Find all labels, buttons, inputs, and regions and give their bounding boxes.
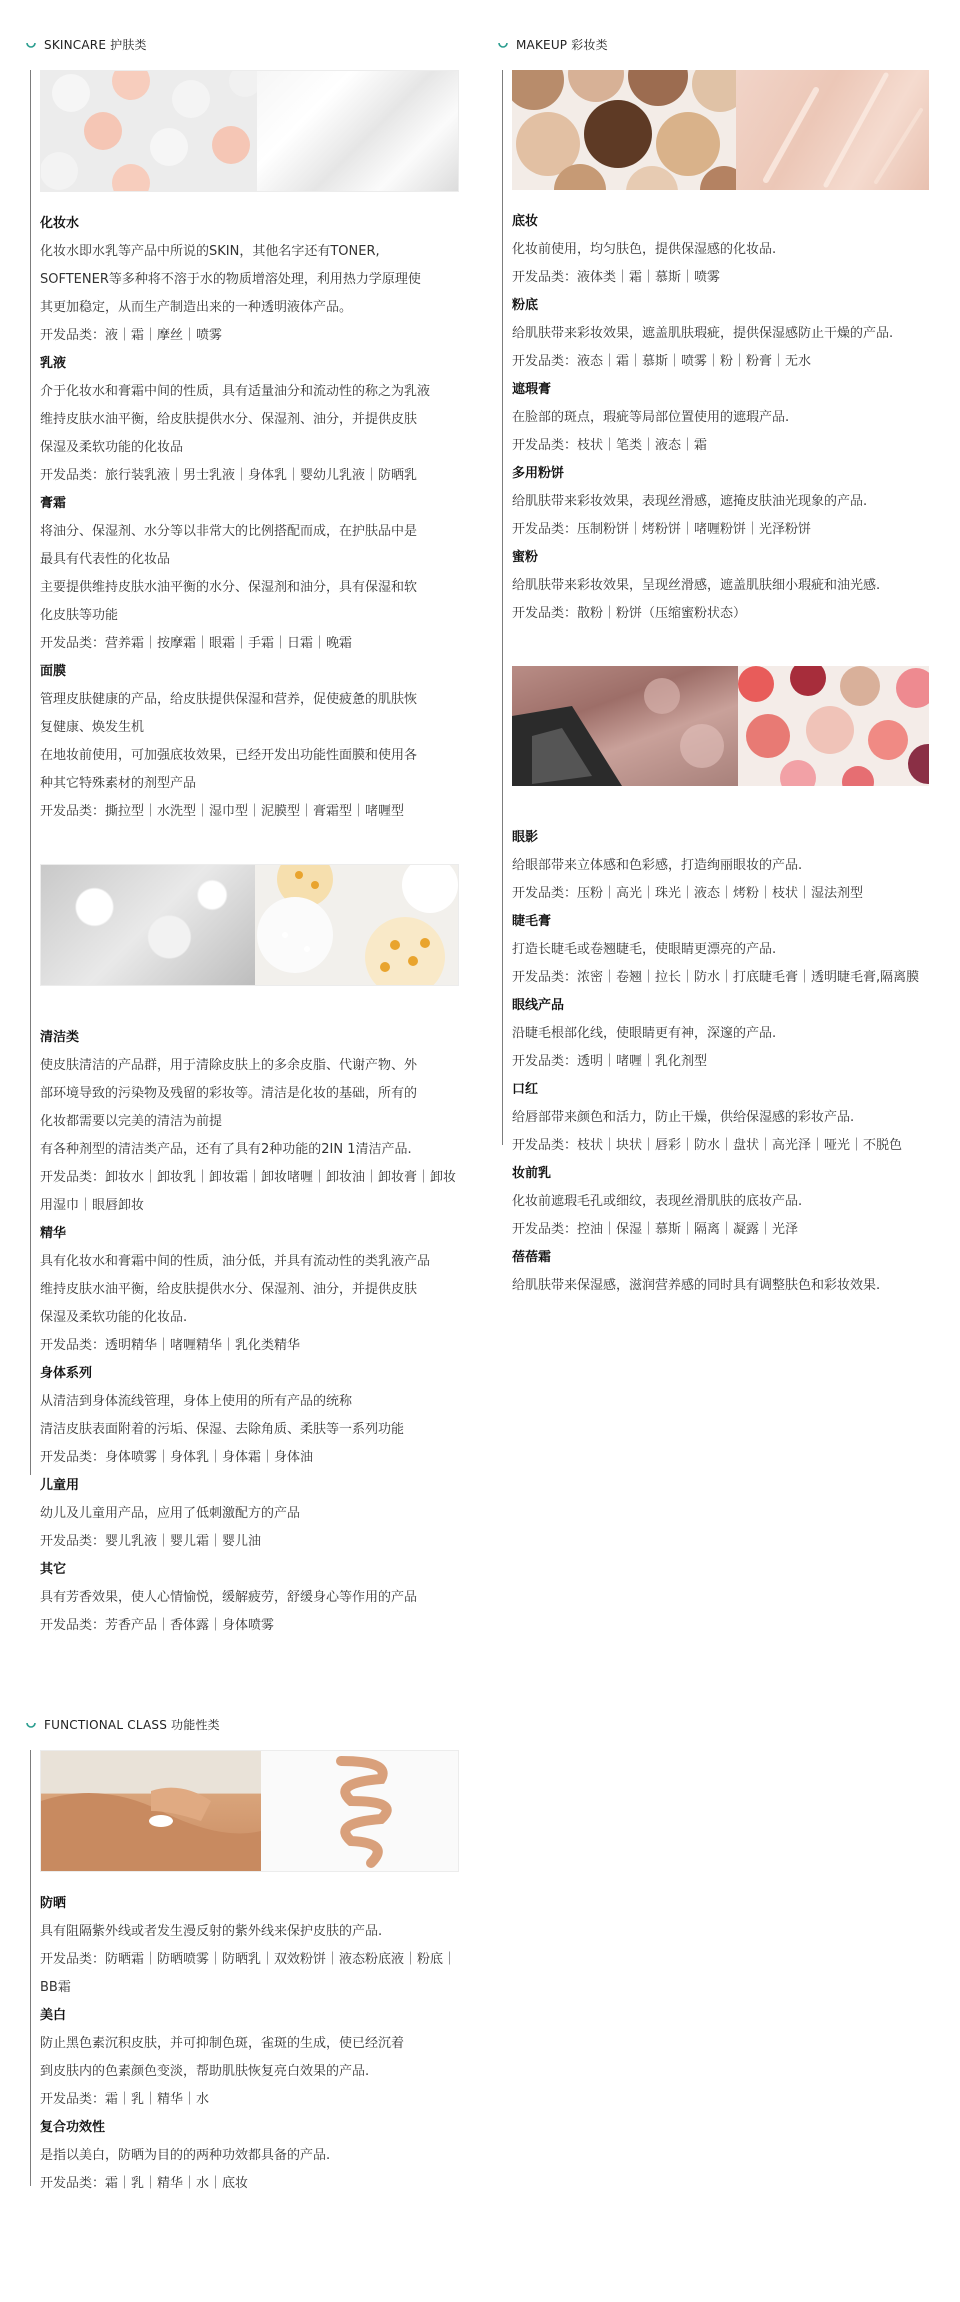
product-description-line: 防止黑色素沉积皮肤，并可抑制色斑，雀斑的生成，使已经沉着 <box>40 2036 405 2051</box>
product-description-line: 给眼部带来立体感和色彩感，打造绚丽眼妆的产品. <box>512 858 803 873</box>
product-description-line: 给肌肤带来彩妆效果，遮盖肌肤瑕疵，提供保湿感防止干燥的产品. <box>512 326 894 341</box>
skincare-photo-gel-capsules <box>40 864 459 986</box>
makeup-products-2 <box>512 824 934 1300</box>
product-description-line: 到皮肤内的色素颜色变淡，帮助肌肤恢复亮白效果的产品. <box>40 2064 370 2079</box>
skincare-section <box>26 34 456 1640</box>
product-name: 妆前乳 <box>512 1166 552 1181</box>
makeup-photo-eyeshadow-blush <box>512 666 929 786</box>
product-name: 睫毛膏 <box>512 914 552 929</box>
makeup-products-1 <box>512 208 934 628</box>
product-item <box>512 992 934 1076</box>
product-description-line: 在脸部的斑点，瑕疵等局部位置使用的遮瑕产品. <box>512 410 790 425</box>
product-item <box>40 1360 456 1472</box>
product-categories: 开发品类：液体类｜霜｜慕斯｜喷雾 <box>512 270 721 285</box>
product-item <box>40 1556 456 1640</box>
product-item <box>40 350 456 490</box>
functional-photo-sunscreen <box>40 1750 459 1872</box>
product-description-line: 化妆前遮瑕毛孔或细纹，表现丝滑肌肤的底妆产品. <box>512 1194 803 1209</box>
product-description-line: SOFTENER等多种将不溶于水的物质增溶处理，利用热力学原理使 <box>40 272 421 287</box>
product-categories: 开发品类：霜｜乳｜精华｜水｜底妆 <box>40 2176 249 2191</box>
circle-bullet-icon <box>26 1719 36 1729</box>
product-description-line: 化皮肤等功能 <box>40 608 119 623</box>
product-name: 多用粉饼 <box>512 466 565 481</box>
functional-section <box>26 1714 456 2198</box>
product-item <box>40 1472 456 1556</box>
product-item <box>512 824 934 908</box>
product-name: 眼线产品 <box>512 998 565 1013</box>
product-name: 蓓蓓霜 <box>512 1250 552 1265</box>
makeup-rule <box>502 70 503 1145</box>
product-description-line: 给肌肤带来彩妆效果，表现丝滑感，遮掩皮肤油光现象的产品. <box>512 494 868 509</box>
product-categories: 开发品类：压制粉饼｜烤粉饼｜啫喱粉饼｜光泽粉饼 <box>512 522 812 537</box>
product-name: 其它 <box>40 1562 67 1577</box>
makeup-photo-powder <box>512 70 929 190</box>
product-description-line: 种其它特殊素材的剂型产品 <box>40 776 197 791</box>
product-item <box>512 544 934 628</box>
product-description-line: 化妆水即水乳等产品中所说的SKIN，其他名字还有TONER, <box>40 244 380 259</box>
product-item <box>40 1024 456 1220</box>
product-description-line: 保湿及柔软功能的化妆品. <box>40 1310 188 1325</box>
product-name: 美白 <box>40 2008 67 2023</box>
product-categories: 开发品类：霜｜乳｜精华｜水 <box>40 2092 210 2107</box>
product-item <box>512 208 934 292</box>
product-categories: 开发品类：婴儿乳液｜婴儿霜｜婴儿油 <box>40 1534 262 1549</box>
product-name: 精华 <box>40 1226 67 1241</box>
skincare-title: SKINCARE 护肤类 <box>44 37 147 52</box>
product-description-line: 具有芳香效果，使人心情愉悦，缓解疲劳，舒缓身心等作用的产品 <box>40 1590 418 1605</box>
circle-bullet-icon <box>26 39 36 49</box>
product-item <box>512 1244 934 1300</box>
product-name: 口红 <box>512 1082 539 1097</box>
functional-header <box>26 1714 456 1734</box>
functional-title: FUNCTIONAL CLASS 功能性类 <box>44 1717 220 1732</box>
product-categories: 开发品类：透明精华｜啫喱精华｜乳化类精华 <box>40 1338 301 1353</box>
skincare-products-1 <box>40 210 456 826</box>
product-name: 复合功效性 <box>40 2120 106 2135</box>
product-categories: 开发品类：卸妆水｜卸妆乳｜卸妆霜｜卸妆啫喱｜卸妆油｜卸妆膏｜卸妆用湿巾｜眼唇卸妆 <box>40 1170 457 1213</box>
product-description-line: 使皮肤清洁的产品群，用于清除皮肤上的多余皮脂、代谢产物、外 <box>40 1058 418 1073</box>
product-item <box>40 2002 456 2114</box>
product-description-line: 打造长睫毛或卷翘睫毛，使眼睛更漂亮的产品. <box>512 942 777 957</box>
product-item <box>512 908 934 992</box>
product-description-line: 有各种剂型的清洁类产品，还有了具有2种功能的2IN 1清洁产品. <box>40 1142 412 1157</box>
product-name: 化妆水 <box>40 216 80 231</box>
product-description-line: 清洁皮肤表面附着的污垢、保湿、去除角质、柔肤等一系列功能 <box>40 1422 405 1437</box>
functional-body <box>26 1750 456 2198</box>
product-description-line: 复健康、焕发生机 <box>40 720 145 735</box>
circle-bullet-icon <box>498 39 508 49</box>
product-description-line: 在地妆前使用，可加强底妆效果，已经开发出功能性面膜和使用各 <box>40 748 418 763</box>
makeup-section <box>498 34 934 1300</box>
product-categories: 开发品类：液态｜霜｜慕斯｜喷雾｜粉｜粉膏｜无水 <box>512 354 812 369</box>
product-categories: 开发品类：防晒霜｜防晒喷雾｜防晒乳｜双效粉饼｜液态粉底液｜粉底｜BB霜 <box>40 1952 457 1995</box>
product-categories: 开发品类：撕拉型｜水洗型｜湿巾型｜泥膜型｜膏霜型｜啫喱型 <box>40 804 405 819</box>
product-description-line: 将油分、保湿剂、水分等以非常大的比例搭配而成，在护肤品中是 <box>40 524 418 539</box>
product-description-line: 具有化妆水和膏霜中间的性质，油分低，并具有流动性的类乳液产品 <box>40 1254 431 1269</box>
makeup-body <box>498 70 934 1300</box>
product-description-line: 介于化妆水和膏霜中间的性质，具有适量油分和流动性的称之为乳液 <box>40 384 431 399</box>
product-categories: 开发品类：芳香产品｜香体露｜身体喷雾 <box>40 1618 275 1633</box>
skincare-header <box>26 34 456 54</box>
functional-rule <box>30 1750 31 2186</box>
product-name: 清洁类 <box>40 1030 80 1045</box>
makeup-header <box>498 34 934 54</box>
product-description-line: 保湿及柔软功能的化妆品 <box>40 440 184 455</box>
product-description-line: 化妆前使用，均匀肤色，提供保湿感的化妆品. <box>512 242 777 257</box>
product-description-line: 幼儿及儿童用产品，应用了低刺激配方的产品 <box>40 1506 301 1521</box>
product-description-line: 化妆都需要以完美的清洁为前提 <box>40 1114 223 1129</box>
product-description-line: 是指以美白，防晒为目的的两种功效都具备的产品. <box>40 2148 331 2163</box>
product-categories: 开发品类：透明｜啫喱｜乳化剂型 <box>512 1054 708 1069</box>
product-description-line: 从清洁到身体流线管理，身体上使用的所有产品的统称 <box>40 1394 353 1409</box>
product-description-line: 具有阻隔紫外线或者发生漫反射的紫外线来保护皮肤的产品. <box>40 1924 383 1939</box>
skincare-products-2 <box>40 1024 456 1640</box>
product-description-line: 给肌肤带来保湿感，滋润营养感的同时具有调整肤色和彩妆效果. <box>512 1278 881 1293</box>
product-name: 乳液 <box>40 356 67 371</box>
product-description-line: 管理皮肤健康的产品，给皮肤提供保湿和营养，促使疲惫的肌肤恢 <box>40 692 418 707</box>
product-description-line: 主要提供维持皮肤水油平衡的水分、保湿剂和油分，具有保湿和软 <box>40 580 418 595</box>
skincare-photo-masks-cream <box>40 70 459 192</box>
product-item <box>40 1890 456 2002</box>
product-name: 眼影 <box>512 830 539 845</box>
product-item <box>512 460 934 544</box>
product-item <box>40 490 456 658</box>
product-description-line: 部环境导致的污染物及残留的彩妆等。清洁是化妆的基础，所有的 <box>40 1086 418 1101</box>
product-name: 底妆 <box>512 214 539 229</box>
product-item <box>40 2114 456 2198</box>
product-categories: 开发品类：营养霜｜按摩霜｜眼霜｜手霜｜日霜｜晚霜 <box>40 636 353 651</box>
product-item <box>40 210 456 350</box>
product-categories: 开发品类：身体喷雾｜身体乳｜身体霜｜身体油 <box>40 1450 314 1465</box>
product-categories: 开发品类：散粉｜粉饼（压缩蜜粉状态） <box>512 606 747 621</box>
product-name: 防晒 <box>40 1896 67 1911</box>
product-description-line: 沿睫毛根部化线，使眼睛更有神，深邃的产品. <box>512 1026 777 1041</box>
product-categories: 开发品类：浓密｜卷翘｜拉长｜防水｜打底睫毛膏｜透明睫毛膏,隔离膜 <box>512 970 920 985</box>
product-description-line: 维持皮肤水油平衡，给皮肤提供水分、保湿剂、油分，并提供皮肤 <box>40 412 418 427</box>
product-item <box>512 1160 934 1244</box>
product-categories: 开发品类：枝状｜笔类｜液态｜霜 <box>512 438 708 453</box>
product-categories: 开发品类：枝状｜块状｜唇彩｜防水｜盘状｜高光泽｜哑光｜不脱色 <box>512 1138 903 1153</box>
product-name: 蜜粉 <box>512 550 539 565</box>
product-name: 身体系列 <box>40 1366 93 1381</box>
product-item <box>512 292 934 376</box>
product-categories: 开发品类：旅行装乳液｜男士乳液｜身体乳｜婴幼儿乳液｜防晒乳 <box>40 468 418 483</box>
functional-products <box>40 1890 456 2198</box>
product-name: 粉底 <box>512 298 539 313</box>
product-name: 面膜 <box>40 664 67 679</box>
skincare-rule <box>30 70 31 1475</box>
product-item <box>512 376 934 460</box>
product-item <box>40 1220 456 1360</box>
product-description-line: 给肌肤带来彩妆效果，呈现丝滑感，遮盖肌肤细小瑕疵和油光感. <box>512 578 881 593</box>
product-name: 儿童用 <box>40 1478 80 1493</box>
product-item <box>512 1076 934 1160</box>
product-description-line: 最具有代表性的化妆品 <box>40 552 171 567</box>
product-categories: 开发品类：液｜霜｜摩丝｜喷雾 <box>40 328 223 343</box>
product-description-line: 给唇部带来颜色和活力，防止干燥，供给保湿感的彩妆产品. <box>512 1110 855 1125</box>
product-name: 膏霜 <box>40 496 67 511</box>
product-categories: 开发品类：压粉｜高光｜珠光｜液态｜烤粉｜枝状｜湿法剂型 <box>512 886 864 901</box>
product-item <box>40 658 456 826</box>
product-categories: 开发品类：控油｜保湿｜慕斯｜隔离｜凝露｜光泽 <box>512 1222 799 1237</box>
makeup-title: MAKEUP 彩妆类 <box>516 37 608 52</box>
skincare-body <box>26 70 456 1640</box>
product-description-line: 其更加稳定，从而生产制造出来的一种透明液体产品。 <box>40 300 353 315</box>
product-name: 遮瑕膏 <box>512 382 552 397</box>
product-description-line: 维持皮肤水油平衡，给皮肤提供水分、保湿剂、油分，并提供皮肤 <box>40 1282 418 1297</box>
